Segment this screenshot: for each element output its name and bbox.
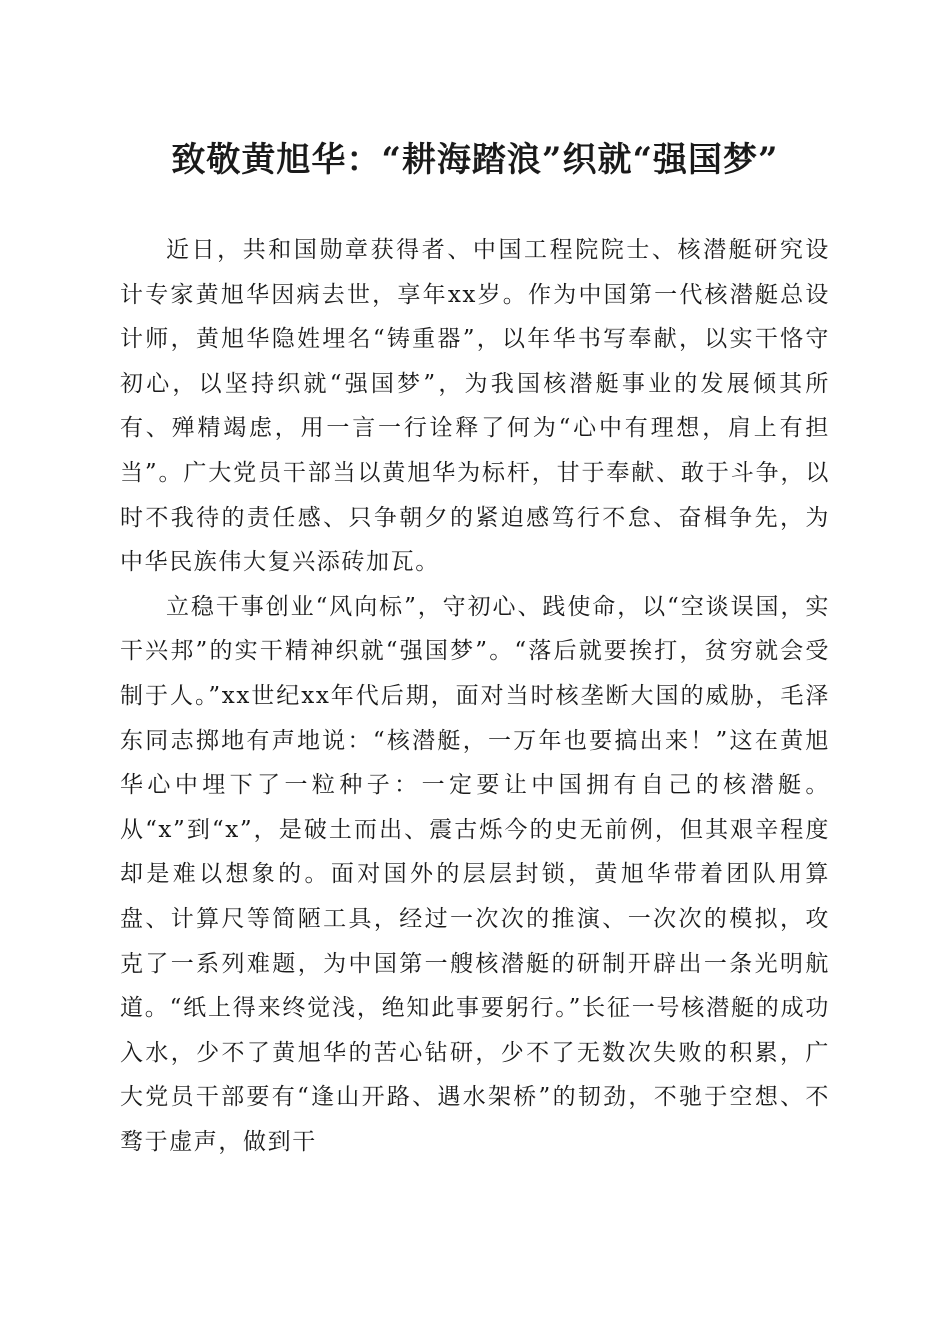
paragraph-1: 近日，共和国勋章获得者、中国工程院院士、核潜艇研究设计专家黄旭华因病去世，享年xx岁。作为中国第一代核潜艇总设计师，黄旭华隐姓埋名“铸重器”，以年华书写奉献，以实干恪守初心，以坚持织就“强国梦”，为我国核潜艇事业的发展倾其所有、殚精竭虑，用一言一行诠释了何为“心中有理想，肩上有担当”。广大党员干部当以黄旭华为标杆，甘于奉献、敢于斗争，以时不我待的责任感、只争朝夕的紧迫感笃行不怠、奋楫争先，为中华民族伟大复兴添砖加瓦。 (120, 237, 830, 576)
paragraph-2: 立稳干事创业“风向标”，守初心、践使命，以“空谈误国，实干兴邦”的实干精神织就“强国梦”。“落后就要挨打，贫穷就会受制于人。”xx世纪xx年代后期，面对当时核垄断大国的威胁，毛泽东同志掷地有声地说：“核潜艇，一万年也要搞出来！”这在黄旭华心中埋下了一粒种子：一定要让中国拥有自己的核潜艇。从“x”到“x”，是破土而出、震古烁今的史无前例，但其艰辛程度却是难以想象的。面对国外的层层封锁，黄旭华带着团队用算盘、计算尺等简陋工具，经过一次次的推演、一次次的模拟，攻克了一系列难题，为中国第一艘核潜艇的研制开辟出一条光明航道。“纸上得来终觉浅，绝知此事要躬行。”长征一号核潜艇的成功入水，少不了黄旭华的苦心钻研，少不了无数次失败的积累，广大党员干部要有“逢山开路、遇水架桥”的韧劲，不驰于空想、不骛于虚声，做到干 (120, 593, 830, 1155)
document-body (120, 228, 830, 1164)
document-title: 致敬黄旭华：“耕海踏浪”织就“强国梦” (171, 140, 779, 180)
